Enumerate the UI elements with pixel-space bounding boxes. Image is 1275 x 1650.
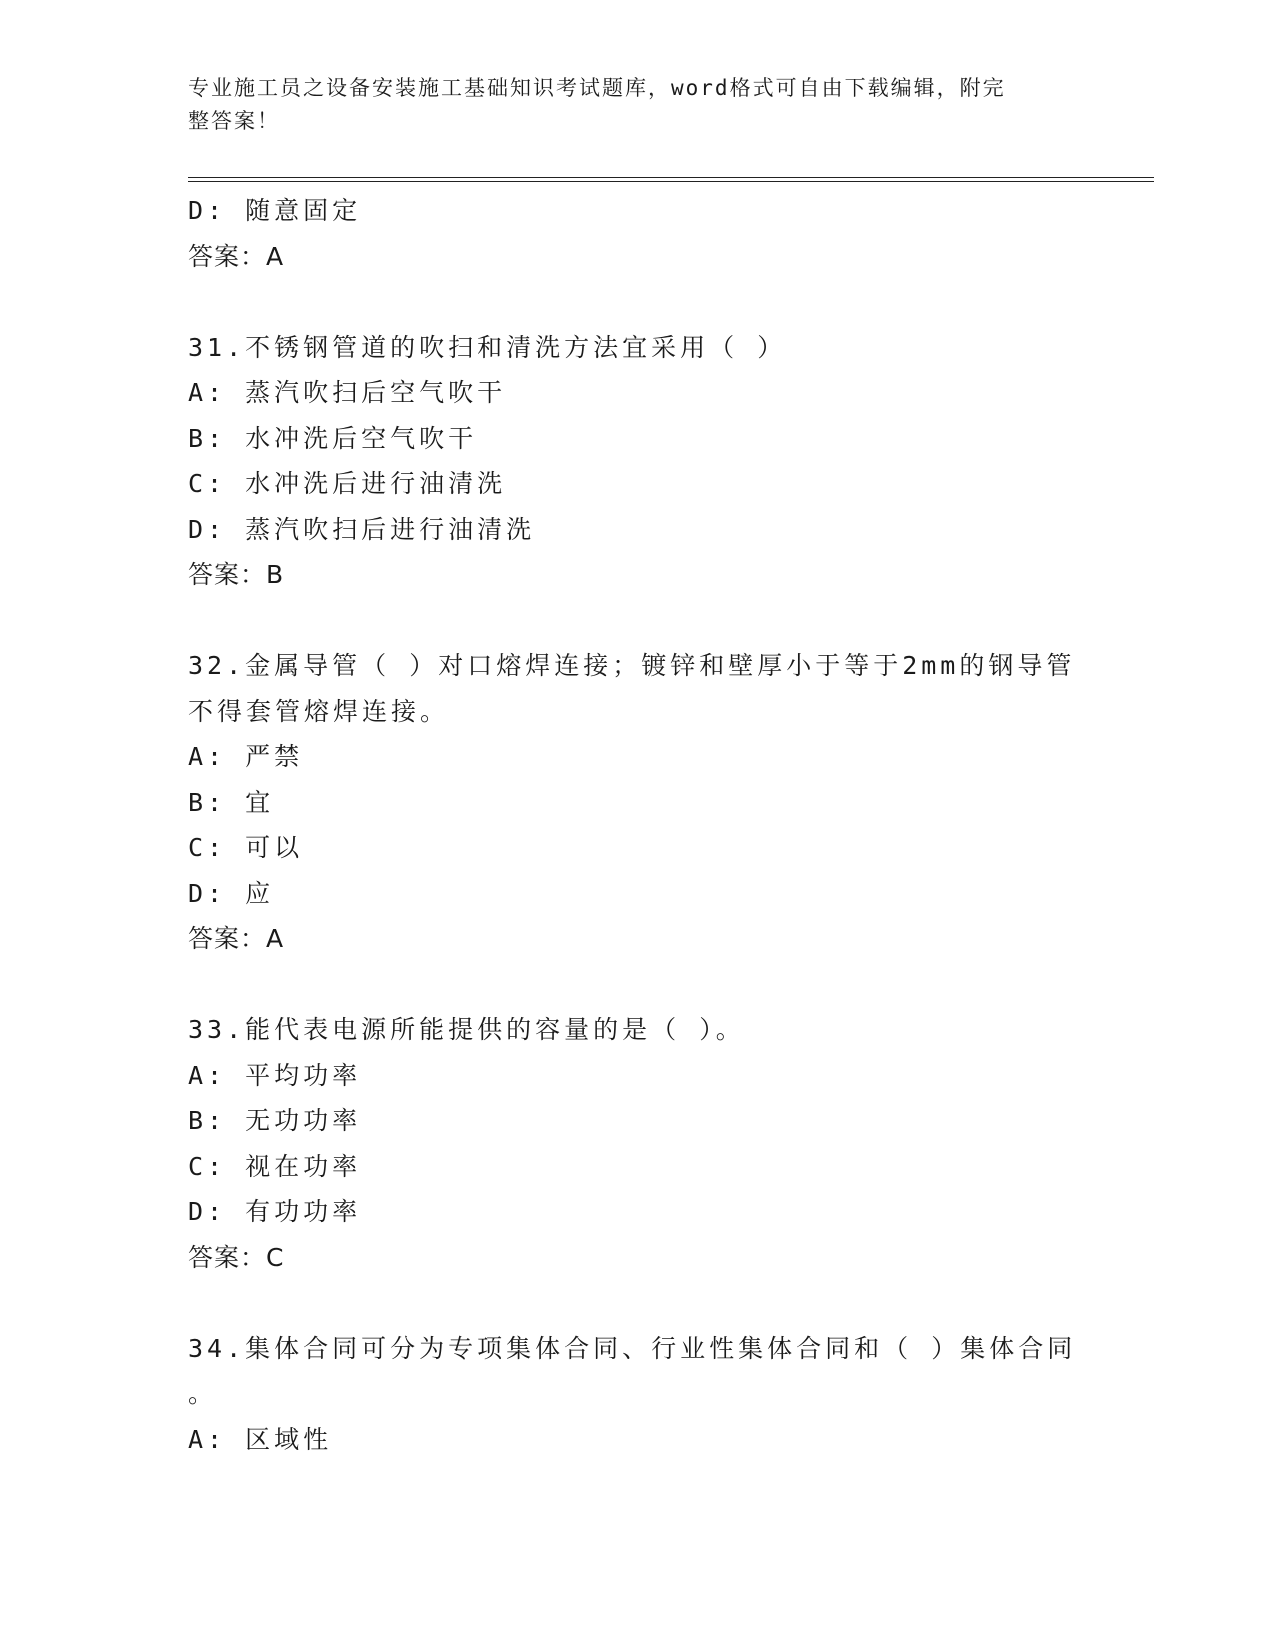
- option-d: D: 应: [188, 878, 275, 908]
- document-header: [188, 72, 1068, 138]
- question-31: [188, 325, 1088, 598]
- question-33: [188, 1007, 1088, 1280]
- option-b: B: 宜: [188, 787, 275, 817]
- option-c: C: 水冲洗后进行油清洗: [188, 469, 507, 498]
- option-c: C: 视在功率: [188, 1151, 362, 1181]
- answer: 答案：C: [188, 1242, 285, 1272]
- option-c: C: 可以: [188, 833, 304, 862]
- question-list: [188, 188, 1088, 1462]
- answer: 答案：B: [188, 560, 285, 589]
- option-a: A: 平均功率: [188, 1060, 362, 1090]
- question-stem: 33.能代表电源所能提供的容量的是（ ）。: [188, 1015, 745, 1044]
- question-stem-continued: 。: [188, 1379, 218, 1408]
- question-32: [188, 643, 1088, 962]
- question-stem-continued: 不得套管熔焊连接。: [188, 696, 450, 726]
- question-stem: 31.不锈钢管道的吹扫和清洗方法宜采用（ ）: [188, 332, 787, 362]
- answer: 答案：A: [188, 241, 285, 271]
- answer: 答案：A: [188, 924, 285, 953]
- option-d: D: 有功功率: [188, 1197, 362, 1226]
- question-30-tail: [188, 188, 1088, 279]
- option-d: D: 蒸汽吹扫后进行油清洗: [188, 514, 536, 544]
- question-stem: 34.集体合同可分为专项集体合同、行业性集体合同和（ ）集体合同: [188, 1333, 1077, 1363]
- question-stem: 32.金属导管（ ）对口熔焊连接；镀锌和壁厚小于等于2mm的钢导管: [188, 651, 1076, 680]
- option-d: D: 随意固定: [188, 196, 362, 225]
- option-a: A: 严禁: [188, 742, 304, 771]
- option-a: A: 蒸汽吹扫后空气吹干: [188, 378, 507, 407]
- question-34: [188, 1326, 1088, 1463]
- header-title-line-1: 专业施工员之设备安装施工基础知识考试题库，word格式可自由下载编辑，附完: [188, 76, 1006, 100]
- header-title-line-2: 整答案！: [188, 109, 280, 133]
- header-divider: [188, 177, 1154, 182]
- option-b: B: 水冲洗后空气吹干: [188, 423, 478, 453]
- option-a: A: 区域性: [188, 1424, 333, 1454]
- option-b: B: 无功功率: [188, 1106, 362, 1135]
